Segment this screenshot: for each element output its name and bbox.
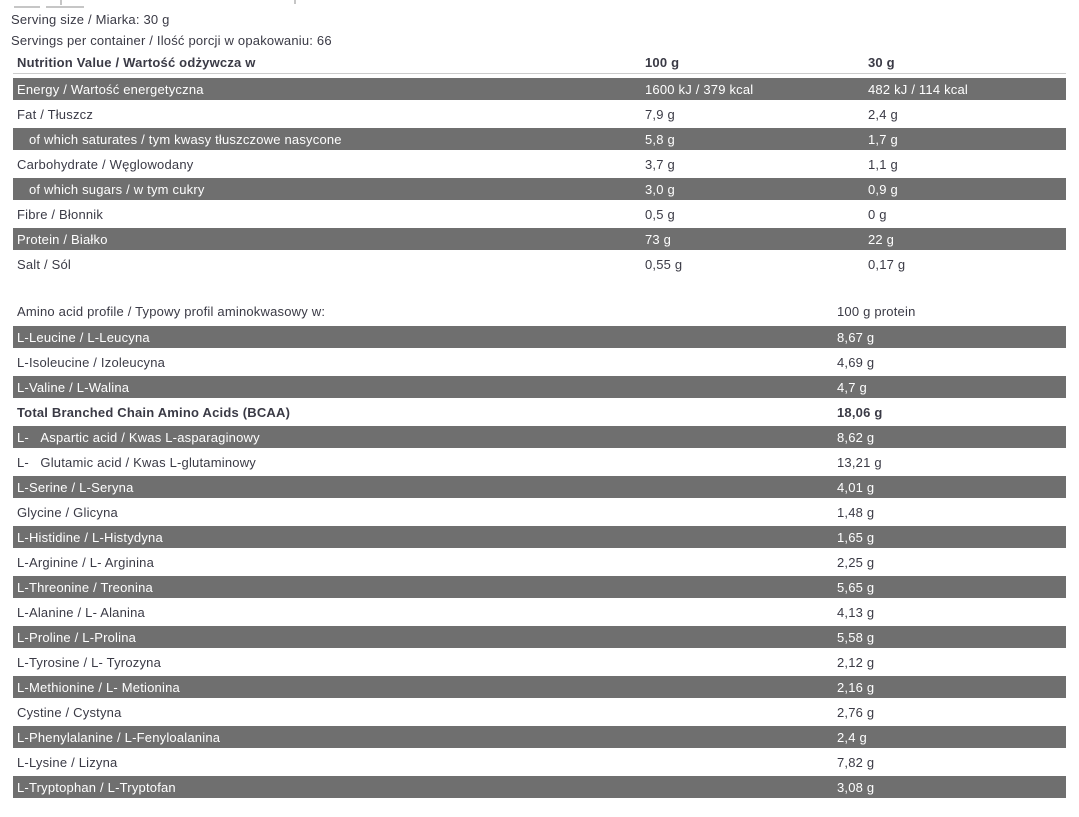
row-label: L-Leucine / L-Leucyna [17,329,150,345]
table-row-isoleucine [13,348,1066,376]
row-value-100g: 3,7 g [645,156,675,172]
nutrition-header-title: Nutrition Value / Wartość odżywcza w [17,55,256,70]
row-value-100g: 0,5 g [645,206,675,222]
row-value: 4,13 g [837,604,875,620]
row-value: 1,48 g [837,504,875,520]
row-label: L-Serine / L-Seryna [17,479,134,495]
row-value: 1,65 g [837,529,875,545]
table-row-energy [13,78,1066,100]
table-row-total-bcaa [13,398,1066,426]
table-row-leucine [13,326,1066,348]
table-row-protein [13,228,1066,250]
row-label: L-Phenylalanine / L-Fenyloalanina [17,729,221,745]
nutrition-table [13,52,1066,278]
row-value: 8,67 g [837,329,875,345]
table-row-cystine [13,698,1066,726]
row-label: of which saturates / tym kwasy tłuszczowe nasycone [29,131,342,147]
row-value-30g: 0,9 g [868,181,898,197]
row-value: 18,06 g [837,404,883,420]
table-row-fibre [13,200,1066,228]
row-label: Total Branched Chain Amino Acids (BCAA) [17,404,291,420]
row-value: 2,12 g [837,654,875,670]
row-label: Cystine / Cystyna [17,704,122,720]
row-label: L-Arginine / L- Arginina [17,554,155,570]
row-value: 2,16 g [837,679,875,695]
table-row-tryptophan [13,776,1066,798]
row-value: 2,25 g [837,554,875,570]
amino-header-100g-protein: 100 g protein [837,304,916,319]
table-row-glutamic-acid [13,448,1066,476]
row-label: L-Proline / L-Prolina [17,629,137,645]
row-label: Energy / Wartość energetyczna [17,81,204,97]
row-value: 4,7 g [837,379,867,395]
amino-acid-table [13,301,1066,798]
row-value-30g: 0,17 g [868,256,906,272]
row-value: 3,08 g [837,779,875,795]
row-value-100g: 1600 kJ / 379 kcal [645,81,754,97]
row-label: of which sugars / w tym cukry [29,181,205,197]
table-row-tyrosine [13,648,1066,676]
row-label: Carbohydrate / Węglowodany [17,156,194,172]
servings-per-container-line: Servings per container / Ilość porcji w opakowaniu: 66 [11,33,332,48]
table-row-proline [13,626,1066,648]
row-label: L-Lysine / Lizyna [17,754,118,770]
row-value-30g: 1,7 g [868,131,898,147]
row-label: Fibre / Błonnik [17,206,104,222]
table-row-lysine [13,748,1066,776]
row-label: L- Glutamic acid / Kwas L-glutaminowy [17,454,256,470]
table-row-valine [13,376,1066,398]
row-value: 4,69 g [837,354,875,370]
amino-header-title: Amino acid profile / Typowy profil aminokwasowy w: [17,304,326,319]
row-label: Fat / Tłuszcz [17,106,94,122]
table-row-fat [13,100,1066,128]
nutrition-header-30g: 30 g [868,55,895,70]
table-row-sugars [13,178,1066,200]
amino-table-header [13,301,1066,322]
nutrition-header-100g: 100 g [645,55,680,70]
table-row-aspartic-acid [13,426,1066,448]
row-value: 4,01 g [837,479,875,495]
row-label: Glycine / Glicyna [17,504,118,520]
row-value-30g: 1,1 g [868,156,898,172]
table-row-salt [13,250,1066,278]
row-label: L-Isoleucine / Izoleucyna [17,354,166,370]
table-row-glycine [13,498,1066,526]
row-value: 5,58 g [837,629,875,645]
table-row-phenylalanine [13,726,1066,748]
row-value: 13,21 g [837,454,882,470]
row-value-100g: 5,8 g [645,131,675,147]
cropped-text-remnant [14,6,40,8]
table-row-saturates [13,128,1066,150]
row-label: L-Tyrosine / L- Tyrozyna [17,654,162,670]
row-label: L-Alanine / L- Alanina [17,604,145,620]
table-row-carbohydrate [13,150,1066,178]
row-label: Protein / Białko [17,231,108,247]
row-value: 2,4 g [837,729,867,745]
row-label: L-Methionine / L- Metionina [17,679,180,695]
row-label: L-Threonine / Treonina [17,579,153,595]
nutrition-table-header [13,52,1066,74]
row-value: 5,65 g [837,579,875,595]
row-value-30g: 22 g [868,231,895,247]
table-row-methionine [13,676,1066,698]
row-value: 2,76 g [837,704,875,720]
row-value-100g: 0,55 g [645,256,683,272]
row-label: L-Tryptophan / L-Tryptofan [17,779,176,795]
cropped-text-remnant [60,0,62,5]
cropped-text-remnant [46,6,84,8]
row-label: L-Histidine / L-Histydyna [17,529,163,545]
serving-size-line: Serving size / Miarka: 30 g [11,12,170,27]
table-row-arginine [13,548,1066,576]
table-row-threonine [13,576,1066,598]
table-row-serine [13,476,1066,498]
row-label: Salt / Sól [17,256,72,272]
row-value: 7,82 g [837,754,875,770]
cropped-text-remnant [294,0,296,4]
table-row-histidine [13,526,1066,548]
table-row-alanine [13,598,1066,626]
row-value-30g: 2,4 g [868,106,898,122]
row-value-30g: 0 g [868,206,887,222]
row-label: L- Aspartic acid / Kwas L-asparaginowy [17,429,260,445]
row-label: L-Valine / L-Walina [17,379,130,395]
row-value: 8,62 g [837,429,875,445]
serving-info [11,9,332,51]
row-value-100g: 3,0 g [645,181,675,197]
row-value-30g: 482 kJ / 114 kcal [868,81,968,97]
row-value-100g: 73 g [645,231,672,247]
row-value-100g: 7,9 g [645,106,675,122]
